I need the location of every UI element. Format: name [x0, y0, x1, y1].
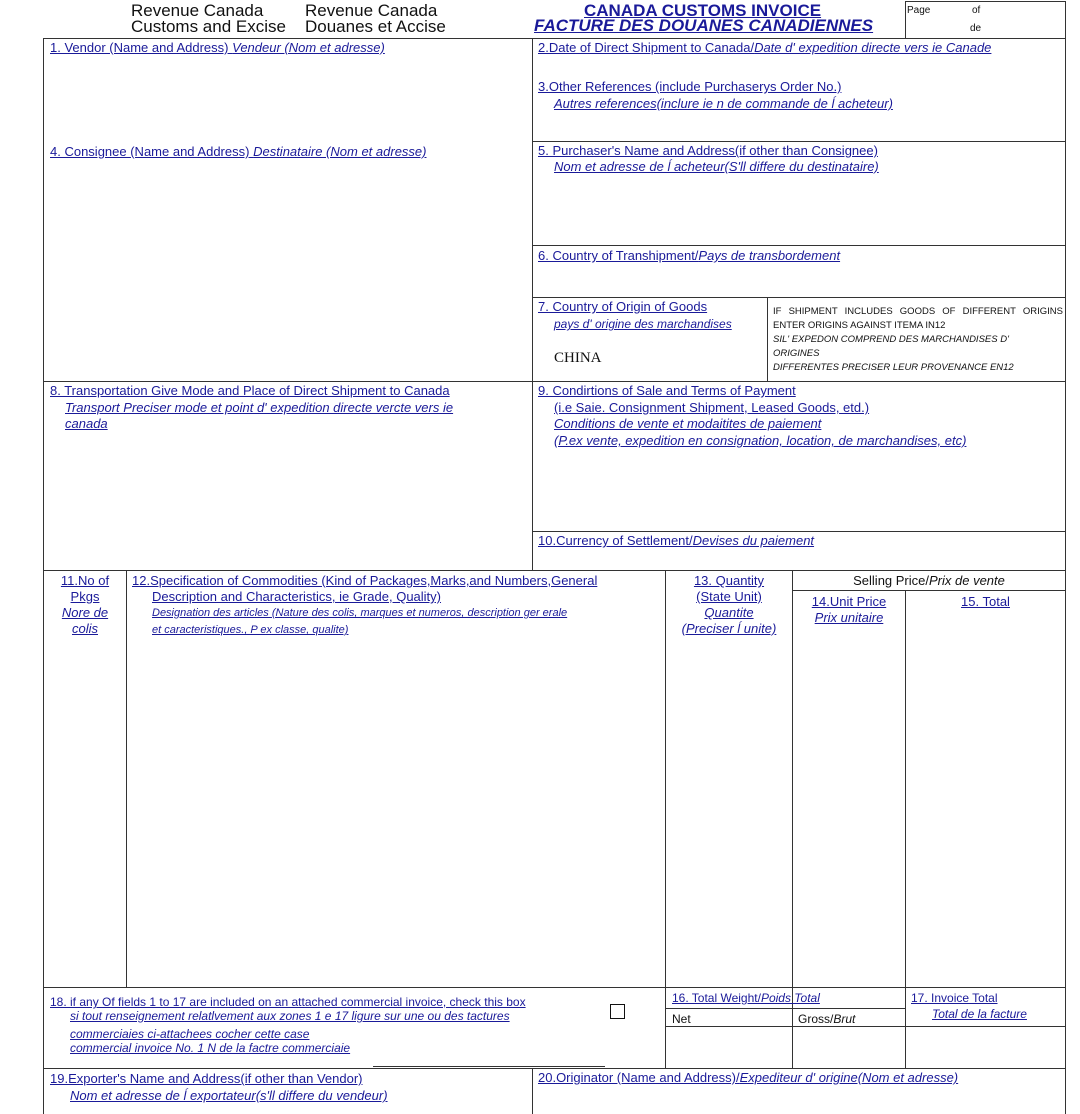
field-20-originator[interactable] — [538, 1070, 958, 1086]
field-19-en[interactable]: 19.Exporter's Name and Address(if other than Vendor) — [50, 1071, 363, 1086]
field-14-en: 14.Unit Price — [811, 594, 887, 609]
field-1-fr: Vendeur (Nom et adresse) — [232, 40, 385, 55]
field-12-en1[interactable]: 12.Specification of Commodities (Kind of Packages,Marks,and Numbers,General — [132, 573, 598, 588]
field-13-quantity[interactable] — [666, 573, 792, 637]
field-16-gross — [798, 1011, 855, 1027]
note-line2: ENTER ORIGINS AGAINST ITEMA IN12 — [773, 320, 946, 331]
field-5-fr: Nom et adresse de ĺ acheteur(S'll differe du destinataire) — [554, 159, 879, 174]
field-2-date[interactable] — [538, 40, 991, 56]
note-line4: ORIGINES — [773, 348, 820, 359]
page-label: Page — [907, 5, 931, 16]
field-8-fr2: canada — [65, 416, 108, 431]
field-7-value: CHINA — [554, 350, 602, 366]
note-line5: DIFFERENTES PRECISER LEUR PROVENANCE EN12 — [773, 362, 1014, 373]
selling-price-en: Selling Price/ — [853, 573, 929, 588]
field-16-en: 16. Total Weight/ — [672, 991, 761, 1005]
selling-price-fr: Prix de vente — [929, 573, 1005, 588]
field-2-fr: Date d' expedition directe vers ie Canade — [754, 40, 992, 55]
note-line1: IF SHIPMENT INCLUDES GOODS OF DIFFERENT ORIGINS — [773, 306, 1063, 317]
field-10-en: 10.Currency of Settlement/ — [538, 533, 693, 548]
field-11-en2: Pkgs — [70, 589, 100, 604]
field-13-en1: 13. Quantity — [693, 573, 765, 588]
org-en — [131, 3, 286, 35]
field-17-en[interactable]: 17. Invoice Total — [911, 991, 998, 1005]
field-18-fr3: commercial invoice No. 1 N de la factre commerciaie — [70, 1041, 351, 1055]
field-12-fr2: et caracteristiques., P ex classe, qualite) — [152, 624, 349, 636]
field-6-transhipment[interactable] — [538, 248, 840, 264]
form-title-fr: FACTURE DES DOUANES CANADIENNES — [534, 16, 874, 35]
field-16-weight[interactable] — [672, 990, 820, 1006]
field-6-en: 6. Country of Transhipment/ — [538, 248, 699, 263]
field-7-note — [773, 305, 1063, 375]
field-20-fr: Expediteur d' origine(Nom et adresse) — [739, 1070, 959, 1085]
org-fr-line2: Douanes et Accise — [305, 17, 446, 36]
field-4-consignee[interactable] — [50, 144, 426, 160]
field-10-currency[interactable] — [538, 533, 814, 549]
field-13-fr2: (Preciser ĺ unite) — [681, 621, 777, 636]
field-9-fr2: (P.ex vente, expedition en consignation, location, de marchandises, etc) — [554, 433, 967, 448]
field-16-fr: Poids Total — [760, 991, 820, 1005]
field-11-fr2: colis — [71, 621, 98, 636]
field-13-en2: (State Unit) — [696, 589, 762, 604]
field-13-fr1: Quantite — [704, 605, 754, 620]
field-16-gross-en: Gross/ — [798, 1012, 834, 1026]
field-3-fr: Autres references(inclure ie n de commande de ĺ acheteur) — [554, 96, 893, 111]
selling-price-header — [793, 573, 1065, 589]
field-14-fr: Prix unitaire — [814, 610, 884, 625]
field-18-fr1: si tout renseignement relatlvement aux zones 1 e 17 ligure sur une ou des tactures — [70, 1009, 510, 1023]
field-5-en[interactable]: 5. Purchaser's Name and Address(if other than Consignee) — [538, 143, 878, 158]
org-en-line2: Customs and Excise — [131, 17, 286, 36]
field-11-en1: 11.No of — [60, 573, 110, 588]
field-8-en[interactable]: 8. Transportation Give Mode and Place of Direct Shipment to Canada — [50, 383, 450, 398]
attached-invoice-checkbox[interactable] — [610, 1004, 625, 1019]
field-17-fr: Total de la facture — [932, 1007, 1027, 1021]
field-9-en[interactable]: 9. Condirtions of Sale and Terms of Payment — [538, 383, 796, 398]
field-4-en: 4. Consignee (Name and Address) — [50, 144, 250, 159]
field-16-net: Net — [672, 1012, 691, 1026]
field-15-total[interactable]: 15. Total — [961, 594, 1010, 609]
of-label: of — [972, 5, 981, 16]
field-9-en2: (i.e Saie. Consignment Shipment, Leased Goods, etd.) — [554, 400, 870, 415]
field-6-fr: Pays de transbordement — [698, 248, 841, 263]
field-20-en: 20.Originator (Name and Address)/ — [538, 1070, 740, 1085]
field-12-fr1: Designation des articles (Nature des colis, marques et numeros, description ger erale — [152, 607, 568, 619]
form-title-en: CANADA CUSTOMS INVOICE — [584, 1, 822, 20]
field-9-fr1: Conditions de vente et modaitites de paiement — [554, 416, 822, 431]
org-fr-line1: Revenue Canada — [305, 1, 438, 20]
field-18-en: 18. if any Of fields 1 to 17 are included on an attached commercial invoice, check this box — [50, 995, 526, 1009]
field-12-en2: Description and Characteristics, ie Grade, Quality) — [152, 589, 442, 604]
field-16-gross-fr: Brut — [833, 1012, 856, 1026]
note-line3: SIL' EXPEDON COMPREND DES MARCHANDISES D' — [773, 334, 1009, 345]
field-4-fr: Destinataire (Nom et adresse) — [253, 144, 427, 159]
field-1-vendor[interactable] — [50, 40, 385, 56]
field-7-fr: pays d' origine des marchandises — [554, 317, 732, 331]
org-fr — [305, 3, 446, 35]
field-7-en[interactable]: 7. Country of Origin of Goods — [538, 299, 708, 314]
field-8-fr1: Transport Preciser mode et point d' expedition directe vercte vers ie — [65, 400, 454, 415]
org-en-line1: Revenue Canada — [131, 1, 264, 20]
field-10-fr: Devises du paiement — [692, 533, 815, 548]
field-11-pkgs[interactable] — [45, 573, 125, 637]
field-3-en[interactable]: 3.Other References (include Purchaserys Order No.) — [538, 79, 842, 94]
field-11-fr1: Nore de — [61, 605, 109, 620]
field-19-fr: Nom et adresse de ĺ exportateur(s'll differe du vendeur) — [70, 1088, 388, 1103]
field-2-en: 2.Date of Direct Shipment to Canada/ — [538, 40, 755, 55]
field-18-fr2: commerciaies ci-attachees cocher cette case — [70, 1027, 310, 1041]
field-1-en: 1. Vendor (Name and Address) — [50, 40, 229, 55]
de-label: de — [970, 23, 982, 34]
field-14-unit-price[interactable] — [793, 594, 905, 626]
